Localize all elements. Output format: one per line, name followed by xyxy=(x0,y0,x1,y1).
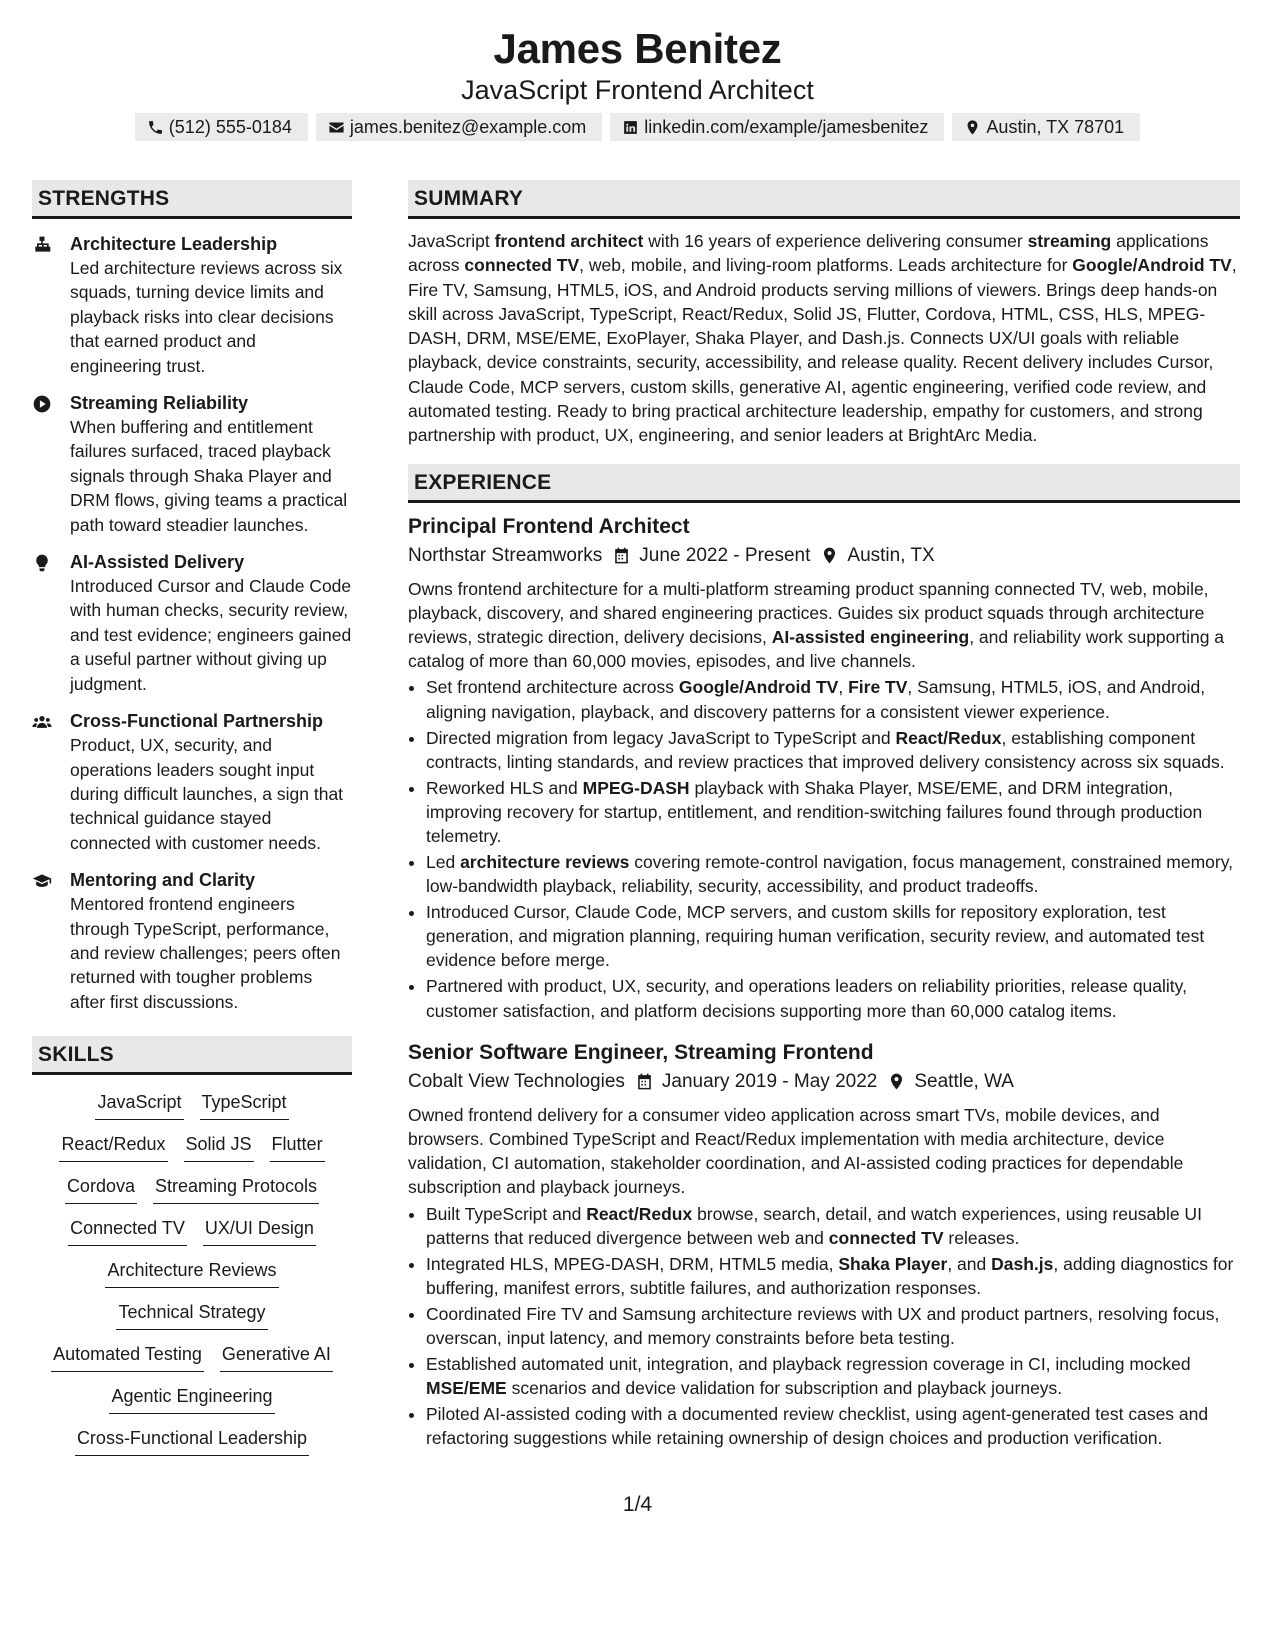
candidate-title: JavaScript Frontend Architect xyxy=(461,75,814,105)
left-column xyxy=(32,180,352,1456)
body-text: with 16 years of experience delivering consumer xyxy=(643,231,1028,251)
skill-tag: React/Redux xyxy=(59,1133,167,1162)
body-text: covering remote-control navigation, focus management, constrained memory, low-bandwidth playback, reliability, security, accessibility, and product tradeoffs. xyxy=(426,851,1234,897)
skill-tag: Automated Testing xyxy=(51,1343,204,1372)
job-title: Senior Software Engineer, Streaming Frontend xyxy=(408,1040,874,1064)
body-text: , Samsung, HTML5, iOS, and Android, aligning navigation, playback, and discovery patterns for a consistent viewer experience. xyxy=(426,677,1206,722)
skill-tag: Connected TV xyxy=(68,1217,187,1246)
body-text: Introduced Cursor, Claude Code, MCP servers, and custom skills for repository exploration, test generation, and migration planning, requiring human verification, security review, and automated test evidence before merge. xyxy=(426,902,1205,971)
job-bullet xyxy=(426,1352,1240,1400)
body-text: , Fire TV, Samsung, HTML5, iOS, and Android products serving millions of viewers. Brings deep hands-on skill across JavaScript, TypeScript, React/Redux, Solid JS, Flutter, Cordova, HTML, CSS, HLS, MPEG-DASH, DRM, MSE/EME, ExoPlayer, Shaka Player, and Dash.js. Connects UX/UI goals with reliable playback, device constraints, security, accessibility, and release quality. Recent delivery includes Cursor, Claude Code, MCP servers, custom skills, generative AI, agentic engineering, verified code review, and automated testing. Ready to bring practical architecture leadership, empathy for customers, and strong partnership with product, UX, engineering, and senior leaders at BrightArc Media. xyxy=(408,255,1237,446)
strength-title: Cross-Functional Partnership xyxy=(70,711,324,732)
skill-tag: Generative AI xyxy=(220,1343,333,1372)
contact-phone[interactable] xyxy=(135,113,308,141)
job-bullets xyxy=(408,675,1240,1022)
experience-heading: EXPERIENCE xyxy=(408,464,1240,503)
body-text: , establishing component contracts, linting standards, and review practices that improved delivery consistency across six squads. xyxy=(426,727,1225,772)
emphasis-text: React/Redux xyxy=(895,727,1002,748)
body-text: playback with Shaka Player, MSE/EME, and DRM integration, improving recovery for startup, entitlement, and rendition-switching failures found through production telemetry. xyxy=(426,777,1203,847)
contact-location-text: Austin, TX 78701 xyxy=(986,117,1125,137)
body-text: Piloted AI-assisted coding with a documented review checklist, using agent-generated test cases and refactoring suggestions while retaining ownership of design choices and production verification. xyxy=(426,1403,1209,1449)
strength-desc: When buffering and entitlement failures surfaced, traced playback signals through Shaka Player and DRM flows, giving teams a practical path toward steadier launches. xyxy=(70,417,348,535)
emphasis-text: connected TV xyxy=(464,255,580,276)
phone-icon xyxy=(147,119,164,136)
contact-email[interactable] xyxy=(316,113,602,141)
emphasis-text: Shaka Player xyxy=(838,1253,948,1274)
calendar-icon xyxy=(612,546,631,565)
lightbulb-icon xyxy=(32,553,52,573)
skill-tag: Cross-Functional Leadership xyxy=(75,1427,309,1456)
contact-email-text: james.benitez@example.com xyxy=(349,117,587,137)
job-meta xyxy=(408,1067,1240,1097)
job-bullet xyxy=(426,776,1240,849)
skill-tag: UX/UI Design xyxy=(203,1217,316,1246)
skill-tag: Flutter xyxy=(270,1133,325,1162)
strength-title: Mentoring and Clarity xyxy=(70,870,256,891)
resume-header xyxy=(0,24,1275,106)
calendar-icon xyxy=(635,1072,654,1091)
emphasis-text: architecture reviews xyxy=(460,851,630,872)
page-number: 1/4 xyxy=(622,1493,653,1516)
job-bullet xyxy=(426,900,1240,973)
body-text: Led xyxy=(426,851,461,872)
body-text: Established automated unit, integration, and playback regression coverage in CI, including mocked xyxy=(426,1353,1191,1374)
body-text: Built TypeScript and xyxy=(426,1203,587,1224)
skill-tag: Technical Strategy xyxy=(116,1301,267,1330)
job-meta xyxy=(408,541,1240,571)
strength-desc: Led architecture reviews across six squads, turning device limits and playback risks into clear decisions that earned product and engineering trust. xyxy=(70,258,343,376)
emphasis-text: MPEG-DASH xyxy=(582,777,690,798)
job-bullet xyxy=(426,974,1240,1022)
strength-item xyxy=(32,232,352,378)
body-text: Coordinated Fire TV and Samsung architecture reviews with UX and product partners, resolving focus, overscan, input latency, and memory constraints before beta testing. xyxy=(426,1303,1220,1348)
job-entry xyxy=(408,1039,1240,1451)
body-text: , and reliability work supporting a catalog of more than 60,000 movies, episodes, and live channels. xyxy=(408,627,1225,672)
envelope-icon xyxy=(328,119,345,136)
summary-text xyxy=(408,229,1240,448)
sitemap-icon xyxy=(32,235,52,255)
job-bullet xyxy=(426,1302,1240,1350)
map-pin-icon xyxy=(887,1072,906,1091)
emphasis-text: connected TV xyxy=(828,1227,944,1248)
skill-tag: Architecture Reviews xyxy=(105,1259,278,1288)
job-bullet xyxy=(426,850,1240,898)
strength-title: Streaming Reliability xyxy=(70,393,249,414)
body-text: Reworked HLS and xyxy=(426,777,583,798)
job-dates: June 2022 - Present xyxy=(639,544,811,566)
strength-title: Architecture Leadership xyxy=(70,234,278,254)
strength-item xyxy=(32,391,352,537)
strength-item xyxy=(32,868,352,1014)
job-dates: January 2019 - May 2022 xyxy=(661,1070,878,1092)
body-text: applications across xyxy=(408,231,1209,276)
candidate-name: James Benitez xyxy=(493,25,782,72)
emphasis-text: React/Redux xyxy=(586,1203,693,1224)
job-description xyxy=(408,577,1240,674)
body-text: Integrated HLS, MPEG-DASH, DRM, HTML5 media, xyxy=(426,1253,839,1274)
body-text: , xyxy=(838,677,849,698)
job-bullets xyxy=(408,1202,1240,1451)
skill-tag: JavaScript xyxy=(95,1091,183,1120)
body-text: scenarios and device validation for subscription and playback journeys. xyxy=(506,1378,1063,1399)
skill-tag: Streaming Protocols xyxy=(153,1175,319,1204)
job-title: Principal Frontend Architect xyxy=(408,514,690,538)
emphasis-text: streaming xyxy=(1027,231,1112,251)
skill-tag: Solid JS xyxy=(184,1133,254,1162)
emphasis-text: Google/Android TV xyxy=(1072,255,1232,276)
job-bullet xyxy=(426,675,1240,723)
strength-item xyxy=(32,550,352,696)
linkedin-icon xyxy=(622,119,639,136)
job-location: Seattle, WA xyxy=(914,1070,1014,1092)
strength-desc: Product, UX, security, and operations leaders sought input during difficult launches, a sign that technical guidance stayed connected with customer needs. xyxy=(70,735,344,853)
body-text: Directed migration from legacy JavaScript to TypeScript and xyxy=(426,727,896,748)
body-text: , adding diagnostics for buffering, manifest errors, subtitle failures, and authorization responses. xyxy=(426,1253,1234,1298)
right-column xyxy=(408,180,1240,1450)
body-text: , and xyxy=(947,1253,992,1274)
emphasis-text: Dash.js xyxy=(991,1253,1054,1274)
contact-location xyxy=(952,113,1140,141)
contact-linkedin-text: linkedin.com/example/jamesbenitez xyxy=(644,117,929,137)
strength-item xyxy=(32,709,352,855)
job-bullet xyxy=(426,1252,1240,1300)
body-text: releases. xyxy=(943,1227,1020,1248)
body-text: , web, mobile, and living-room platforms. Leads architecture for xyxy=(579,255,1073,276)
job-description xyxy=(408,1103,1240,1200)
play-circle-icon xyxy=(32,394,52,414)
contact-bar xyxy=(0,113,1275,141)
body-text: Owns frontend architecture for a multi-platform streaming product spanning connected TV, web, mobile, playback, discovery, and shared engineering practices. Guides six product squads through architecture reviews, strategic direction, delivery decisions, xyxy=(408,578,1209,648)
skill-tag: Agentic Engineering xyxy=(109,1385,274,1414)
job-location: Austin, TX xyxy=(847,544,935,566)
job-bullet xyxy=(426,726,1240,774)
emphasis-text: Google/Android TV xyxy=(678,677,839,698)
job-company: Northstar Streamworks xyxy=(408,544,603,566)
strength-desc: Introduced Cursor and Claude Code with human checks, security review, and test evidence; engineers gained a useful partner without giving up judgment. xyxy=(70,576,352,694)
job-entry xyxy=(408,513,1240,1023)
strength-title: AI-Assisted Delivery xyxy=(70,552,245,573)
emphasis-text: frontend architect xyxy=(494,231,644,251)
map-pin-icon xyxy=(820,546,839,565)
body-text: Set frontend architecture across xyxy=(426,677,679,698)
job-bullet xyxy=(426,1202,1240,1250)
body-text: Partnered with product, UX, security, and operations leaders on reliability priorities, release quality, customer satisfaction, and platform decisions supporting more than 60,000 catalog items. xyxy=(426,976,1187,1021)
skill-tag: TypeScript xyxy=(200,1091,289,1120)
emphasis-text: AI-assisted engineering xyxy=(771,627,970,648)
contact-phone-text: (512) 555-0184 xyxy=(168,117,292,137)
skills-list xyxy=(32,1075,352,1456)
emphasis-text: MSE/EME xyxy=(426,1378,507,1399)
summary-heading: SUMMARY xyxy=(408,180,1240,219)
skill-tag: Cordova xyxy=(65,1175,137,1204)
map-pin-icon xyxy=(964,119,981,136)
skills-heading: SKILLS xyxy=(32,1036,352,1075)
body-text: browse, search, detail, and watch experiences, using reusable UI patterns that reduced divergence between web and xyxy=(426,1203,1202,1248)
strength-desc: Mentored frontend engineers through TypeScript, performance, and review challenges; peers often returned with tougher problems after first discussions. xyxy=(70,894,341,1012)
body-text: JavaScript xyxy=(408,231,495,251)
body-text: Owned frontend delivery for a consumer video application across smart TVs, mobile devices, and browsers. Combined TypeScript and React/Redux implementation with media architecture, device validation, CI automation, stakeholder coordination, and AI-assisted coding practices for dependable subscription and playback journeys. xyxy=(408,1104,1184,1198)
job-company: Cobalt View Technologies xyxy=(408,1070,625,1092)
graduation-cap-icon xyxy=(32,871,52,891)
users-icon xyxy=(32,712,52,732)
contact-linkedin[interactable] xyxy=(610,113,944,141)
job-bullet xyxy=(426,1402,1240,1450)
strengths-heading: STRENGTHS xyxy=(32,180,352,219)
emphasis-text: Fire TV xyxy=(848,677,908,698)
